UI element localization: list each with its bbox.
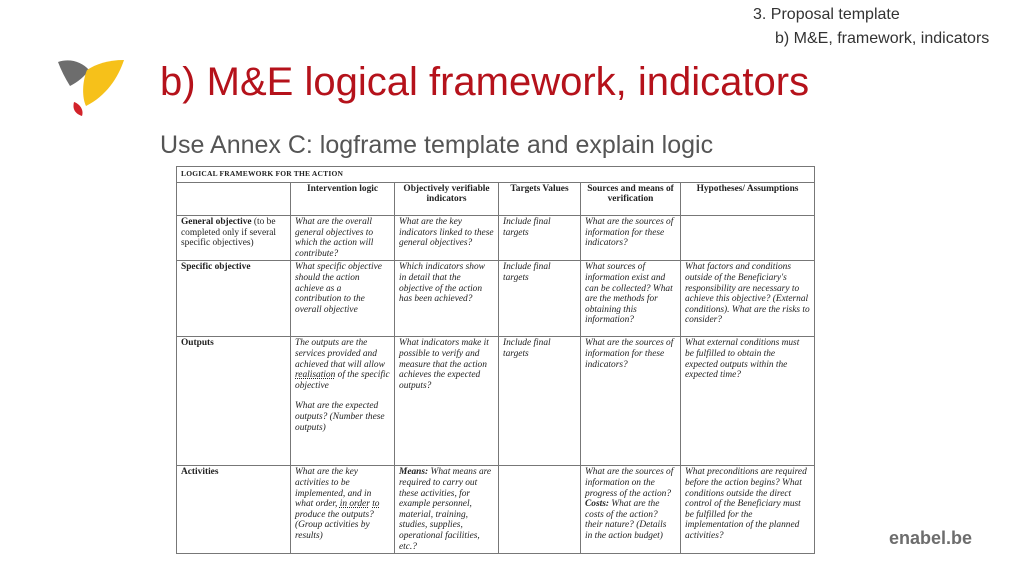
header-sources: Sources and means of verification xyxy=(581,183,681,216)
slide-title: b) M&E logical framework, indicators xyxy=(160,60,810,104)
cell-indicators: What are the key indicators linked to these general objectives? xyxy=(395,216,499,261)
table-row xyxy=(177,466,815,554)
table-header-row xyxy=(177,183,815,216)
cell-sources: What sources of information exist and can be collected? What are the methods for obtaining this information? xyxy=(581,261,681,337)
header-hypotheses: Hypotheses/ Assumptions xyxy=(681,183,815,216)
header-targets: Targets Values xyxy=(499,183,581,216)
cell-targets: Include final targets xyxy=(499,216,581,261)
cell-intervention: What are the key activities to be implemented, and in what order, in order to produce the outputs? (Group activities by results) xyxy=(291,466,395,554)
cell-assumptions: What preconditions are required before the action begins? What conditions outside the direct control of the Beneficiary must be fulfilled for the implementation of the planned activities? xyxy=(681,466,815,554)
table-row xyxy=(177,261,815,337)
breadcrumb-subsection: b) M&E, framework, indicators xyxy=(775,30,990,47)
cell-sources: What are the sources of information for these indicators? xyxy=(581,216,681,261)
cell-targets: Include final targets xyxy=(499,261,581,337)
cell-assumptions: What factors and conditions outside of the Beneficiary's responsibility are necessary to achieve this objective? (External conditions). What are the risks to consider? xyxy=(681,261,815,337)
brand-url: enabel.be xyxy=(889,528,973,548)
cell-sources: What are the sources of information on the progress of the action? Costs: What are the costs of the action? their nature? (Details in the action budget) xyxy=(581,466,681,554)
row-label-specific-objective: Specific objective xyxy=(177,261,291,337)
breadcrumb-section: 3. Proposal template xyxy=(753,6,900,23)
cell-intervention: What are the overall general objectives to which the action will contribute? xyxy=(291,216,395,261)
enabel-logo-icon xyxy=(56,56,128,120)
cell-assumptions: What external conditions must be fulfilled to obtain the expected outputs within the expected time? xyxy=(681,337,815,466)
cell-assumptions xyxy=(681,216,815,261)
row-label-activities: Activities xyxy=(177,466,291,554)
row-label-outputs: Outputs xyxy=(177,337,291,466)
logframe-table xyxy=(176,166,815,554)
header-indicators: Objectively verifiable indicators xyxy=(395,183,499,216)
table-caption: LOGICAL FRAMEWORK FOR THE ACTION xyxy=(177,167,815,183)
cell-targets: Include final targets xyxy=(499,337,581,466)
cell-indicators: Means: What means are required to carry out these activities, for example personnel, material, training, studies, supplies, operational facilities, etc.? xyxy=(395,466,499,554)
slide-subtitle: Use Annex C: logframe template and explain logic xyxy=(160,131,714,159)
row-label-general-objective: General objective (to be completed only if several specific objectives) xyxy=(177,216,291,261)
header-intervention-logic: Intervention logic xyxy=(291,183,395,216)
cell-sources: What are the sources of information for these indicators? xyxy=(581,337,681,466)
table-row xyxy=(177,337,815,466)
table-row xyxy=(177,216,815,261)
cell-indicators: What indicators make it possible to verify and measure that the action achieves the expected outputs? xyxy=(395,337,499,466)
table-caption-row xyxy=(177,167,815,183)
header-blank xyxy=(177,183,291,216)
cell-intervention: What specific objective should the action achieve as a contribution to the overall objective xyxy=(291,261,395,337)
cell-indicators: Which indicators show in detail that the objective of the action has been achieved? xyxy=(395,261,499,337)
cell-targets xyxy=(499,466,581,554)
cell-intervention: The outputs are the services provided and achieved that will allow realisation of the specific objective What are the expected outputs? (Number these outputs) xyxy=(291,337,395,466)
